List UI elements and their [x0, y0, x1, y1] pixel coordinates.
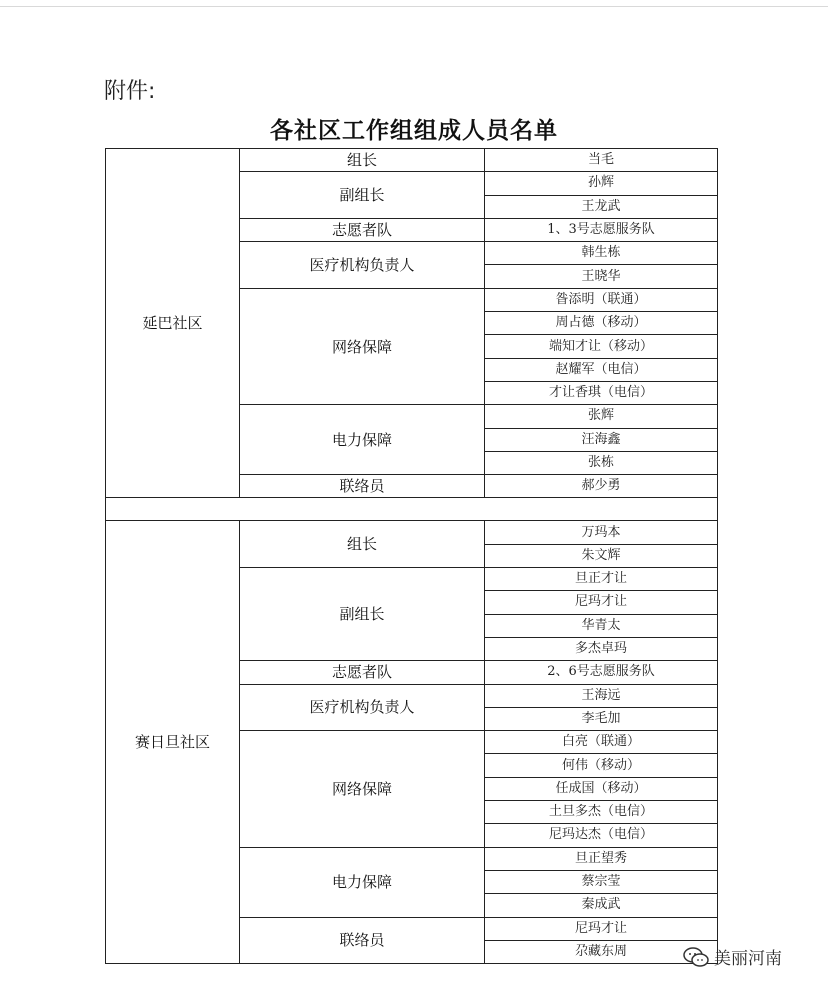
member-name: 周占德（移动） — [485, 312, 718, 335]
member-name: 蔡宗莹 — [485, 870, 718, 893]
role-name: 网络保障 — [240, 731, 485, 847]
spacer-row — [106, 498, 718, 521]
member-name: 昝添明（联通） — [485, 288, 718, 311]
member-name: 多杰卓玛 — [485, 637, 718, 660]
member-name: 孙辉 — [485, 172, 718, 195]
role-name: 电力保障 — [240, 405, 485, 475]
member-name: 韩生栋 — [485, 242, 718, 265]
member-name: 王晓华 — [485, 265, 718, 288]
member-name: 端知才让（移动） — [485, 335, 718, 358]
member-name: 王海远 — [485, 684, 718, 707]
role-name: 组长 — [240, 521, 485, 568]
member-name: 万玛本 — [485, 521, 718, 544]
member-name: 尼玛达杰（电信） — [485, 824, 718, 847]
member-name: 秦成武 — [485, 894, 718, 917]
member-name: 朱文辉 — [485, 544, 718, 567]
top-border-line — [0, 6, 828, 7]
role-name: 组长 — [240, 149, 485, 172]
member-name: 何伟（移动） — [485, 754, 718, 777]
role-name: 联络员 — [240, 917, 485, 964]
member-name: 旦正望秀 — [485, 847, 718, 870]
roster-table — [105, 148, 718, 964]
member-name: 郝少勇 — [485, 475, 718, 498]
role-name: 医疗机构负责人 — [240, 242, 485, 289]
member-name: 才让香琪（电信） — [485, 381, 718, 404]
table-row — [106, 149, 718, 172]
spacer-cell — [106, 498, 718, 521]
wechat-icon — [682, 946, 710, 968]
member-name: 王龙武 — [485, 195, 718, 218]
member-name: 尕藏东周 — [485, 940, 718, 963]
role-name: 电力保障 — [240, 847, 485, 917]
member-name: 白亮（联通） — [485, 731, 718, 754]
member-name: 尼玛才让 — [485, 591, 718, 614]
role-name: 副组长 — [240, 568, 485, 661]
community-name: 延巴社区 — [106, 149, 240, 498]
table-row — [106, 521, 718, 544]
member-name: 赵耀军（电信） — [485, 358, 718, 381]
member-name: 2、6号志愿服务队 — [485, 661, 718, 684]
community-name: 赛日旦社区 — [106, 521, 240, 964]
member-name: 1、3号志愿服务队 — [485, 218, 718, 241]
member-name: 张辉 — [485, 405, 718, 428]
member-name: 尼玛才让 — [485, 917, 718, 940]
member-name: 旦正才让 — [485, 568, 718, 591]
member-name: 土旦多杰（电信） — [485, 801, 718, 824]
member-name: 张栋 — [485, 451, 718, 474]
watermark-text: 美丽河南 — [714, 949, 782, 969]
watermark — [682, 944, 782, 969]
role-name: 联络员 — [240, 475, 485, 498]
member-name: 汪海鑫 — [485, 428, 718, 451]
role-name: 副组长 — [240, 172, 485, 219]
role-name: 志愿者队 — [240, 218, 485, 241]
role-name: 志愿者队 — [240, 661, 485, 684]
role-name: 网络保障 — [240, 288, 485, 404]
member-name: 任成国（移动） — [485, 777, 718, 800]
member-name: 华青太 — [485, 614, 718, 637]
member-name: 李毛加 — [485, 707, 718, 730]
document-title: 各社区工作组组成人员名单 — [270, 117, 558, 144]
member-name: 当毛 — [485, 149, 718, 172]
role-name: 医疗机构负责人 — [240, 684, 485, 731]
attachment-label: 附件: — [104, 79, 156, 104]
